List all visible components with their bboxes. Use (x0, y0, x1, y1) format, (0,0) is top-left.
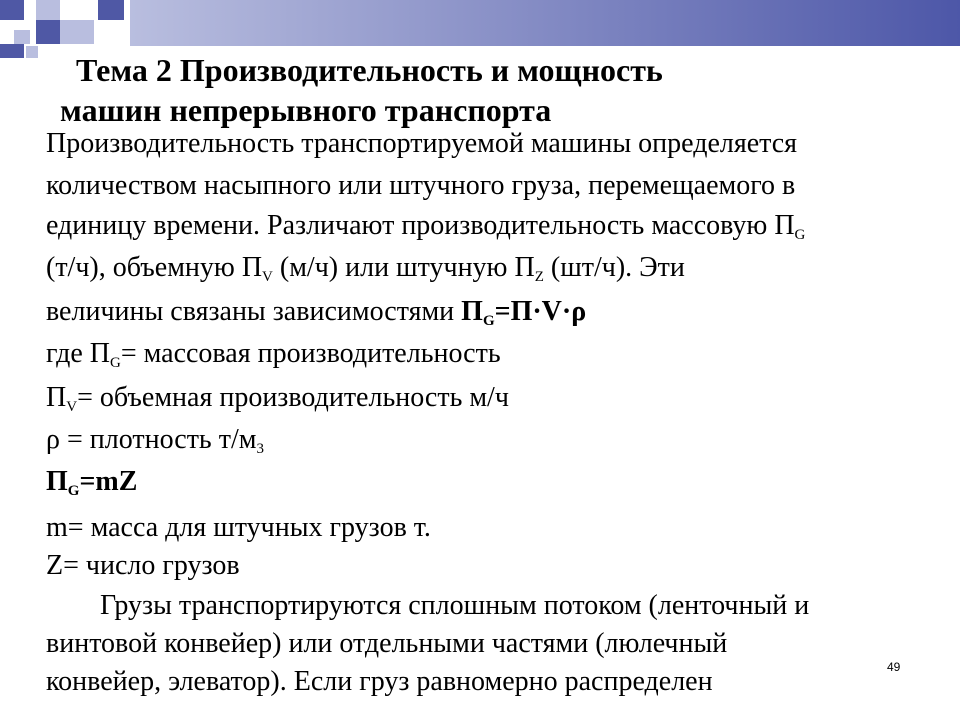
body-text: Производительность транспортируемой машины определяется (46, 128, 798, 159)
body-text: винтовой конвейер) или отдельными частями (люлечный (46, 628, 728, 659)
body-line (46, 252, 685, 284)
body-line (46, 338, 501, 370)
body-text: ρ = плотность т/м (46, 424, 257, 455)
body-text: П (46, 382, 67, 413)
formula: =П·V·ρ (494, 296, 587, 327)
body-line (46, 210, 805, 242)
body-line (46, 170, 795, 202)
body-text: конвейер, элеватор). Если груз равномерно распределен (46, 666, 713, 697)
body-text: Z= число грузов (46, 550, 240, 581)
subscript: G (794, 227, 806, 243)
body-line (46, 666, 713, 698)
slide-title-line2: машин непрерывного транспорта (60, 92, 552, 128)
body-text: Грузы транспортируются сплошным потоком (ленточный и (100, 590, 810, 621)
body-line (46, 128, 797, 160)
decor-square (60, 20, 94, 44)
body-line (46, 424, 264, 456)
decor-square (14, 30, 30, 44)
body-text: где П (46, 338, 110, 369)
subscript: G (109, 355, 121, 371)
body-line (100, 590, 809, 622)
decor-square (98, 0, 124, 20)
decor-square (26, 46, 38, 58)
body-text: величины связаны зависимостями (46, 296, 462, 327)
header-gradient-bar (130, 0, 960, 46)
formula: П (46, 466, 68, 497)
subscript: G (482, 313, 495, 329)
subscript: V (262, 269, 273, 285)
decor-square (0, 44, 24, 58)
decor-square (36, 20, 60, 44)
decor-square (0, 0, 24, 20)
body-line (46, 382, 509, 414)
slide-title (60, 50, 940, 130)
body-text: (м/ч) или штучную П (272, 252, 535, 283)
formula: П (461, 296, 483, 327)
body-text: = объемная производительность м/ч (77, 382, 509, 413)
body-line (46, 512, 431, 544)
body-line (46, 550, 240, 582)
body-text: (т/ч), объемную П (46, 252, 263, 283)
body-line (46, 466, 137, 498)
subscript: Z (534, 269, 544, 285)
page-number: 49 (887, 660, 901, 674)
body-text: единицу времени. Различают производительность массовую П (46, 210, 795, 241)
formula: =mZ (79, 466, 138, 497)
body-line (46, 296, 586, 328)
body-text: (шт/ч). Эти (543, 252, 685, 283)
decor-square (36, 0, 60, 20)
slide-title-line1: Тема 2 Производительность и мощность (76, 52, 663, 88)
body-text: количеством насыпного или штучного груза, перемещаемого в (46, 170, 796, 201)
body-line (46, 628, 727, 660)
subscript: G (67, 483, 80, 499)
subscript: V (66, 399, 78, 415)
subscript: 3 (256, 441, 264, 457)
body-text: m= масса для штучных грузов т. (46, 512, 431, 543)
body-text: = массовая производительность (120, 338, 501, 369)
